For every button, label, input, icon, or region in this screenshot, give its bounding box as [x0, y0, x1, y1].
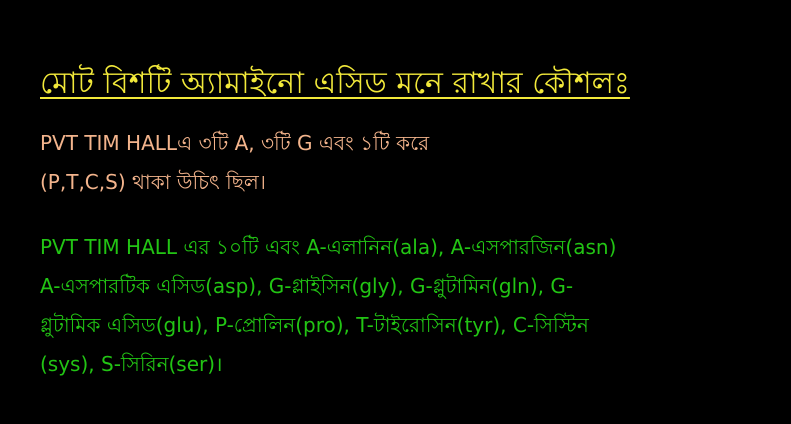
- mnemonic-note: [40, 124, 760, 202]
- list-line: (sys), S-সিরিন(ser)।: [40, 352, 223, 376]
- note-line: (P,T,C,S) থাকা উচিৎ ছিল।: [40, 170, 266, 194]
- list-line: গ্লুটামিক এসিড(glu), P-প্রোলিন(pro), T-টাইরোসিন(tyr), C-সিস্টিন: [40, 313, 589, 337]
- note-line: PVT TIM HALLএ ৩টি A, ৩টি G এবং ১টি করে: [40, 131, 430, 155]
- amino-acid-list: [40, 228, 760, 384]
- page-title: মোট বিশটি অ্যামাইনো এসিড মনে রাখার কৌশলঃ: [40, 66, 630, 101]
- list-line: PVT TIM HALL এর ১০টি এবং A-এলানিন(ala), A-এসপারজিন(asn): [40, 235, 617, 259]
- list-line: A-এসপারটিক এসিড(asp), G-গ্লাইসিন(gly), G-গ্লুটামিন(gln), G-: [40, 274, 574, 298]
